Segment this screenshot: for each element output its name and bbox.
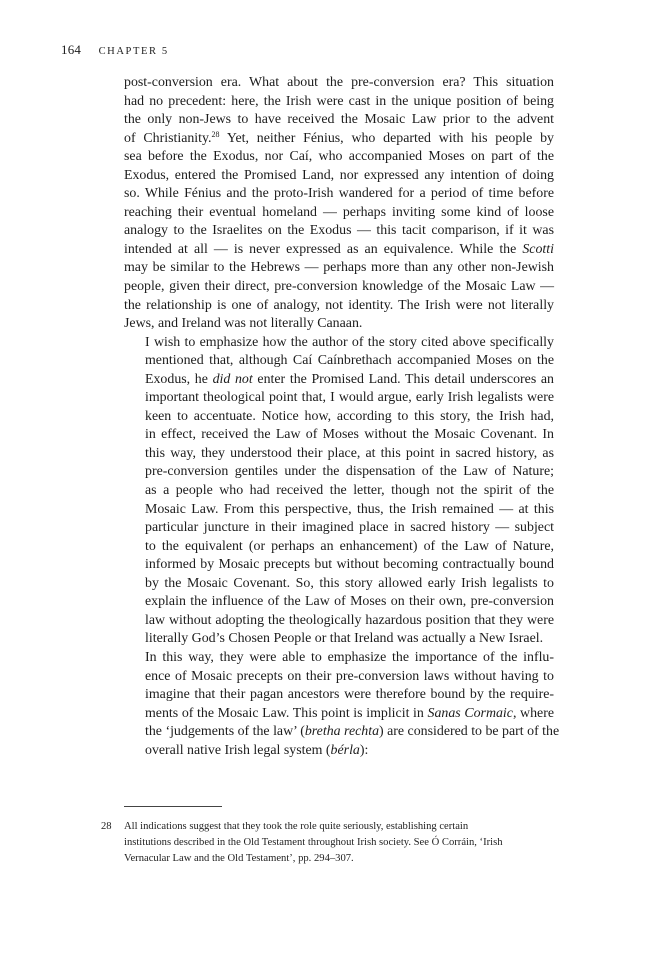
text-line: the relationship is one of analogy, not identity. The Irish were not literally — [124, 297, 554, 313]
italic-text: Sanas Cormaic — [427, 705, 513, 721]
text-line: mentioned that, although Caí Caínbrethach accompanied Moses on the — [145, 353, 554, 369]
body-text — [124, 74, 560, 760]
text-line: Jews, and Ireland was not literally Canaan. — [124, 316, 363, 332]
text-line: reaching their eventual homeland — perhaps inviting some kind of loose — [124, 204, 554, 220]
footnote-text — [124, 819, 556, 867]
italic-text: bérla — [330, 742, 360, 758]
text-line: people, given their direct, pre-conversion knowledge of the Mosaic Law — — [124, 279, 554, 295]
running-head — [61, 42, 169, 58]
text-line: Mosaic Law. From this perspective, thus, the Irish remained — at this — [145, 501, 554, 517]
text-line: as a people who had received the letter, though not the spirit of the — [145, 483, 554, 499]
page-number: 164 — [61, 42, 82, 57]
italic-text: bretha rechta — [304, 724, 380, 740]
text-line: ments of the Mosaic Law. This point is implicit in Sanas Cormaic, where — [145, 705, 554, 721]
text-line: keen to accentuate. Notice how, according to this story, the Irish had, — [145, 408, 554, 424]
text-line: law without adopting the theologically hazardous position that they were — [145, 612, 554, 628]
footnote-line: Vernacular Law and the Old Testament’, pp. 294–307. — [124, 853, 354, 864]
text-line: overall native Irish legal system (bérla): — [145, 742, 369, 758]
text-line: Exodus, he did not enter the Promised Land. This detail underscores an — [145, 371, 554, 387]
text-line: the ‘judgements of the law’ (bretha rechta) are considered to be part of the — [145, 724, 560, 740]
text-line: of Christianity.$^{28}$ Yet, neither Fénius, who departed with his people by — [124, 129, 554, 146]
text-line: had no precedent: here, the Irish were cast in the unique position of being — [124, 93, 554, 109]
text-line: sea before the Exodus, nor Caí, who accompanied Moses on part of the — [124, 149, 554, 165]
text-line: I wish to emphasize how the author of the story cited above specifically — [145, 334, 554, 350]
text-line: in effect, received the Law of Moses without the Mosaic Covenant. In — [145, 427, 554, 443]
text-line: informed by Mosaic precepts but without becoming contractually bound — [145, 557, 554, 573]
text-line: In this way, they were able to emphasize the importance of the influ- — [145, 649, 554, 665]
text-line: analogy to the Israelites on the Exodus — this tacit comparison, if it was — [124, 223, 554, 239]
chapter-label: CHAPTER 5 — [98, 46, 169, 57]
text-line: important theological point that, I would argue, early Irish legalists were — [145, 390, 554, 406]
text-line: Exodus, entered the Promised Land, nor expressed any intention of doing — [124, 167, 554, 183]
text-line: literally God’s Chosen People or that Ireland was actually a New Israel. — [145, 631, 544, 647]
footnote-number: 28 — [101, 821, 112, 832]
text-line: so. While Fénius and the proto-Irish wandered for a period of time before — [124, 186, 554, 202]
text-line: the only non-Jews to have received the Mosaic Law prior to the advent — [124, 112, 554, 128]
text-line: explain the influence of the Law of Moses on their own, pre-conversion — [145, 594, 554, 610]
italic-text: Scotti — [522, 241, 554, 257]
text-line: ence of Mosaic precepts on their pre-conversion laws without having to — [145, 668, 554, 684]
text-line: by the Mosaic Covenant. So, this story allowed early Irish legalists to — [145, 575, 554, 591]
footnote-rule — [124, 806, 222, 807]
text-line: to the equivalent (or perhaps an enhancement) of the Law of Nature, — [145, 538, 554, 554]
paragraph — [124, 74, 554, 334]
paragraph — [124, 334, 554, 649]
text-line: may be similar to the Hebrews — perhaps more than any other non-Jewish — [124, 260, 554, 276]
footnote-line: institutions described in the Old Testament throughout Irish society. See Ó Corráin, ‘Irish — [124, 837, 503, 848]
paragraph — [124, 649, 560, 760]
text-line: particular juncture in their imagined place in sacred history — subject — [145, 520, 554, 536]
text-line: imagine that their pagan ancestors were therefore bound by the require- — [145, 687, 554, 703]
footnote — [101, 819, 556, 867]
italic-text: did not — [212, 371, 253, 387]
text-line: intended at all — is never expressed as an equivalence. While the Scotti — [124, 241, 554, 257]
footnote-reference[interactable]: 28 — [211, 129, 220, 139]
footnote-line: All indications suggest that they took the role quite seriously, establishing certain — [124, 821, 469, 832]
text-line: this way, they understood their place, at this point in sacred history, as — [145, 445, 554, 461]
text-line: post-conversion era. What about the pre-conversion era? This situation — [124, 75, 554, 90]
text-line: pre-conversion gentiles under the dispensation of the Law of Nature; — [145, 464, 554, 480]
